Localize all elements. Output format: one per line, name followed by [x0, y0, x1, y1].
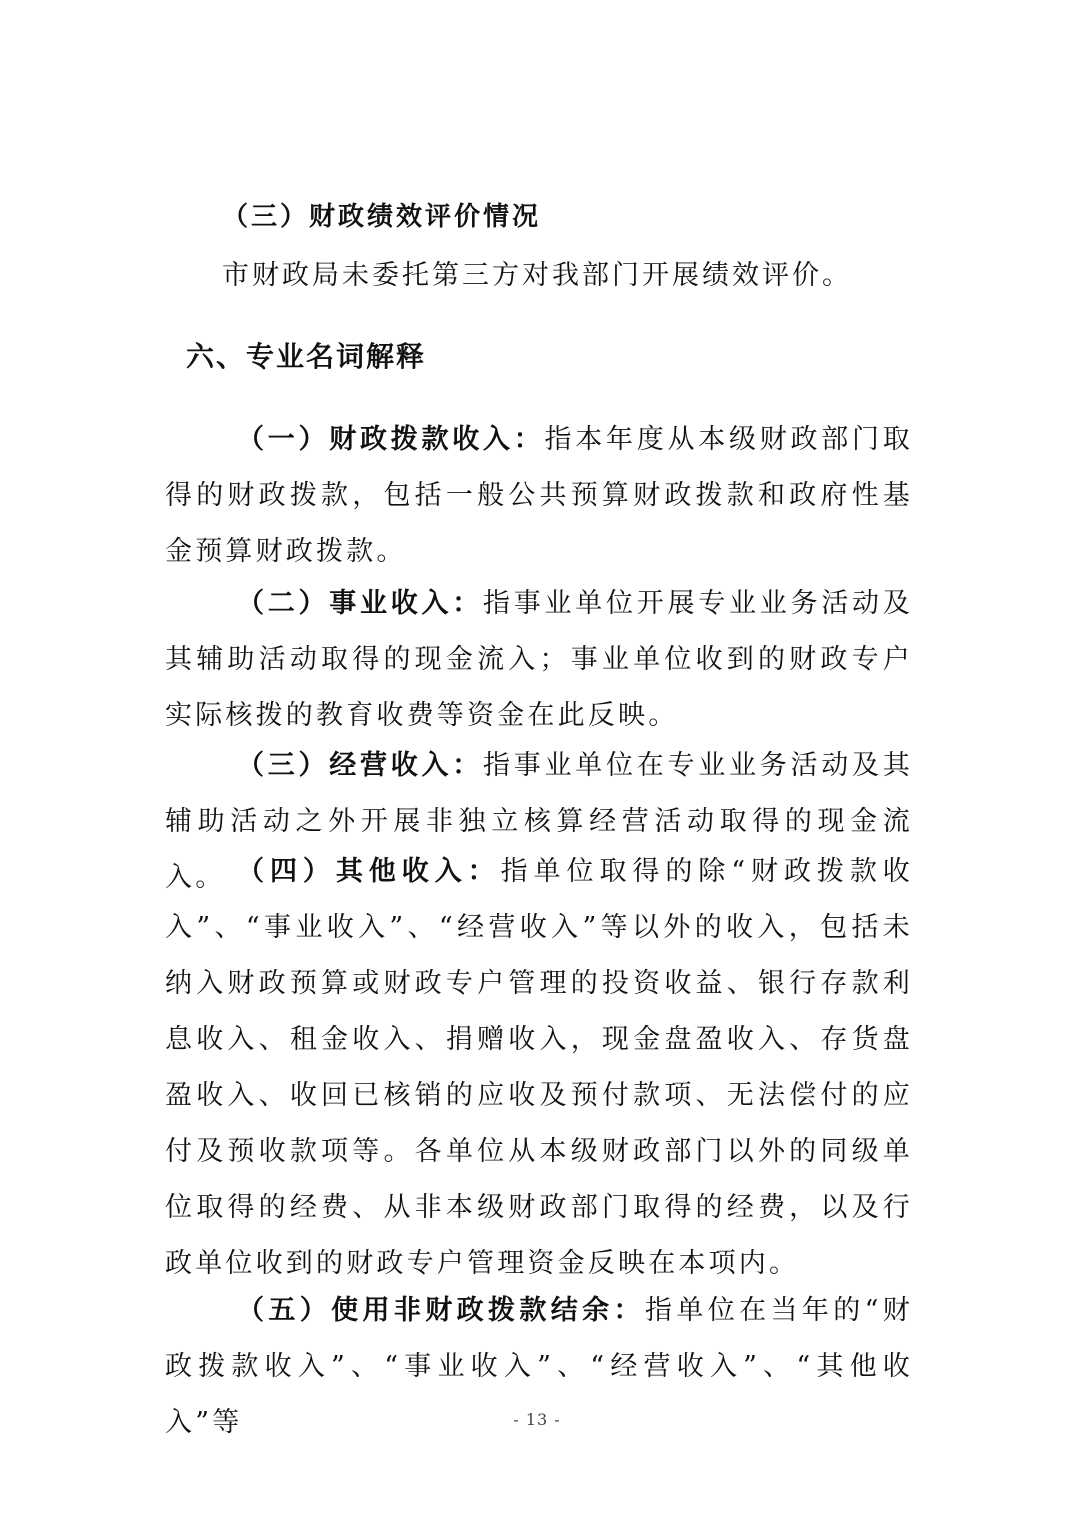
definition-text: 指本年度从本级财政部门取得的财政拨款，包括一般公共预算财政拨款和政府性基金预算财政拨款。	[165, 424, 914, 567]
definition-term: （五）使用非财政拨款结余：	[237, 1295, 645, 1326]
definition-term: （四）其他收入：	[237, 856, 501, 887]
definition-term: （三）经营收入：	[237, 750, 484, 781]
definition-term: （二）事业收入：	[237, 588, 484, 619]
definition-term: （一）财政拨款收入：	[237, 424, 545, 455]
page-number: - 13 -	[513, 1410, 561, 1429]
definition-business-income	[165, 576, 913, 744]
definition-text: 指单位取得的除“财政拨款收入”、“事业收入”、“经营收入”等以外的收入，包括未纳入财政预算或财政专户管理的投资收益、银行存款利息收入、租金收入、捐赠收入，现金盘盈收入、存货盘盈收入、收回已核销的应收及预付款项、无法偿付的应付及预收款项等。各单位从本级财政部门以外的同级单位取得的经费、从非本级财政部门取得的经费，以及行政单位收到的财政专户管理资金反映在本项内。	[165, 856, 913, 1279]
definition-other-income	[165, 844, 913, 1292]
definition-fiscal-appropriation-income	[165, 412, 913, 580]
definition-text: 指事业单位在专业业务活动及其辅助活动之外开展非独立核算经营活动取得的现金流入。	[165, 750, 913, 893]
definition-text: 指事业单位开展专业业务活动及其辅助活动取得的现金流入；事业单位收到的财政专户实际核拨的教育收费等资金在此反映。	[165, 588, 913, 731]
definition-text: 指单位在当年的“财政拨款收入”、“事业收入”、“经营收入”、“其他收入”等	[165, 1295, 913, 1438]
performance-evaluation-text: 市财政局未委托第三方对我部门开展绩效评价。	[222, 260, 852, 291]
sub-heading-performance-evaluation: （三）财政绩效评价情况	[222, 202, 542, 232]
section-heading-terms: 六、专业名词解释	[186, 340, 427, 373]
